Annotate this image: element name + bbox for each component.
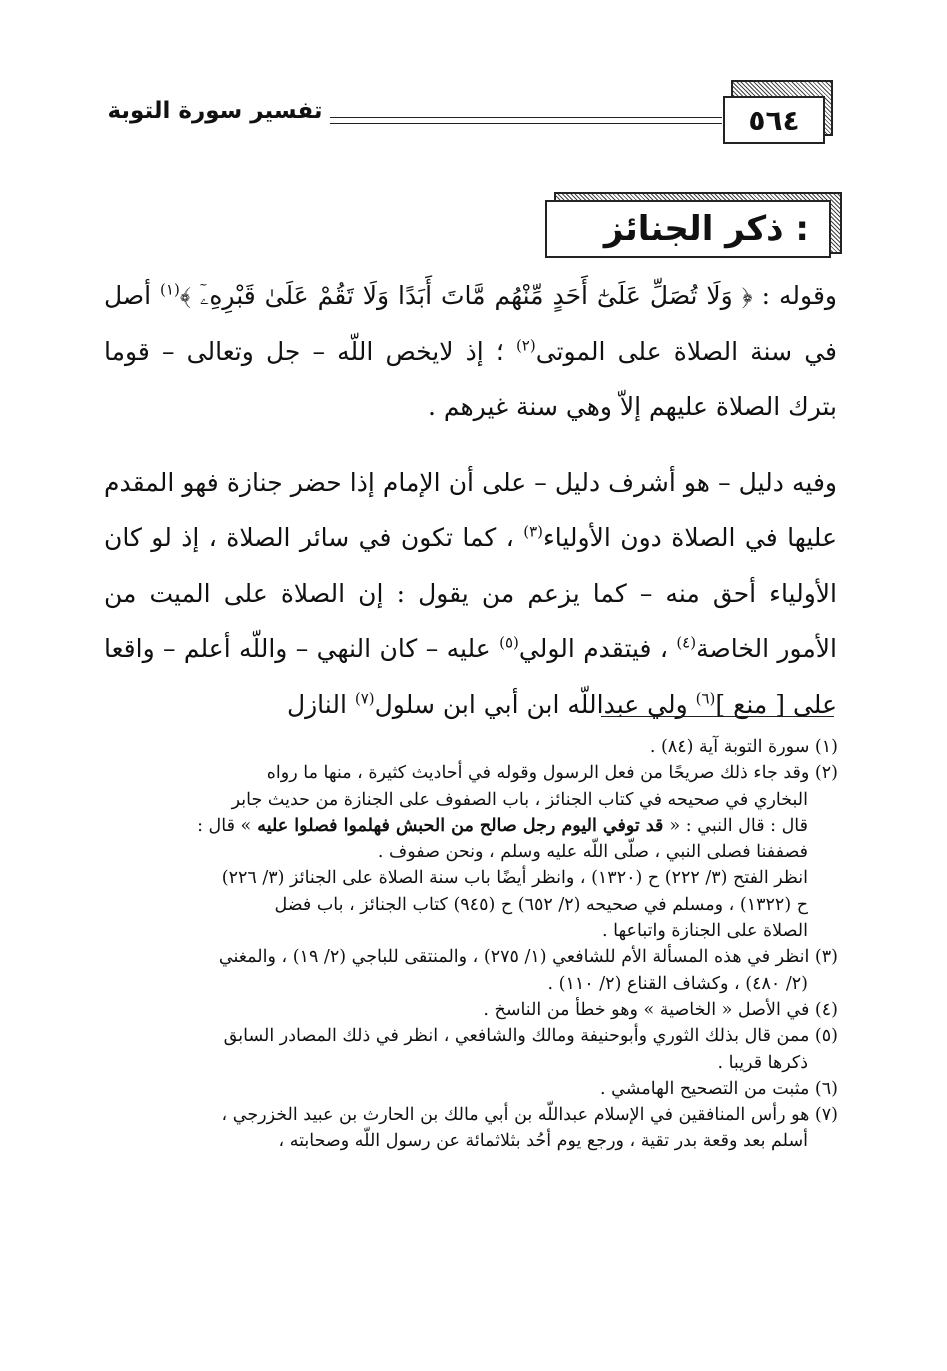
header-rule (330, 123, 722, 124)
footnote-text: » قال : (197, 815, 252, 836)
running-title: تفسير سورة التوبة (107, 98, 323, 124)
footnote-text: (٢) وقد جاء ذلك صريحًا من فعل الرسول وقوله في أحاديث كثيرة ، منها ما رواه (266, 763, 838, 784)
footnote-continuation: البخاري في صحيحه في كتاب الجنائز ، باب الصفوف على الجنازة من حديث جابر (231, 789, 808, 810)
footnote-ref: (٦) (695, 689, 716, 708)
paragraph (104, 455, 837, 733)
footnote (98, 1023, 838, 1076)
footnote-continuation: أسلم بعد وقعة بدر تقية ، ورجع يوم أحُد بثلاثمائة عن رسول اللّه وصحابته ، (278, 1131, 808, 1152)
footnote (98, 1076, 838, 1102)
text-run: وفيه دليل – هو أشرف دليل – على أن الإمام إذا حضر جنازة فهو المقدم عليها في الصلاة دون الأولياء (104, 467, 838, 552)
footnote (98, 760, 838, 944)
text-run: ولي عبداللّه ابن أبي ابن سلول (374, 689, 696, 719)
text-run: أصل في سنة الصلاة على الموتى (104, 281, 837, 366)
footnote (98, 734, 838, 760)
text-run: ، كما تكون في سائر الصلاة ، إذ لو كان الأولياء أحق منه – كما يزعم من يقول : إن الصلاة على الميت من الأمور الخاصة (104, 523, 838, 663)
footnote-continuation (98, 813, 838, 839)
page-number: ٥٦٤ (723, 96, 825, 144)
footnote-text: (٥) ممن قال بذلك الثوري وأبوحنيفة ومالك والشافعي ، انظر في ذلك المصادر السابق (223, 1026, 838, 1047)
text-run: ؛ إذ لايخص اللّه – جل وتعالى – قوما بترك الصلاة عليهم إلاّ وهي سنة غيرهم . (104, 336, 837, 421)
footnote-ref: (٥) (499, 633, 519, 652)
text-run: وقوله : ﴿ وَلَا تُصَلِّ عَلَىٰٓ أَحَدٍ مِّنْهُم مَّاتَ أَبَدًا وَلَا تَقُمْ عَلَىٰ قَبْرِهِۦٓ ﴾ (179, 281, 837, 310)
hadith-quote: قد توفي اليوم رجل صالح من الحبش فهلموا فصلوا عليه (251, 815, 670, 836)
footnote-continuation: فصففنا فصلى النبي ، صلّى اللّه عليه وسلم ، ونحن صفوف . (377, 842, 808, 863)
footnote (98, 1102, 838, 1155)
footnote-ref: (٢) (515, 336, 536, 355)
section-heading: ذكر الجنائز : (545, 200, 831, 258)
footnote-ref: (٣) (523, 522, 544, 541)
footnote-continuation: الصلاة على الجنازة واتباعها . (602, 921, 808, 942)
footnote-ref: (٧) (354, 689, 375, 708)
footnote-continuation: ح (١٣٢٢) ، ومسلم في صحيحه (٢/ ٦٥٢) ح (٩٤٥) كتاب الجنائز ، باب فضل (274, 894, 808, 915)
header-rule (330, 117, 722, 118)
footnote-text: (٣) انظر في هذه المسألة الأم للشافعي (١/ ٢٧٥) ، والمنتقى للباجي (٢/ ١٩) ، والمغني (218, 947, 838, 968)
footnote-continuation: (٢/ ٤٨٠) ، وكشاف القناع (٢/ ١١٠) . (547, 973, 808, 994)
body-text (104, 268, 837, 732)
footnote-ref: (٤) (676, 633, 697, 652)
footnote (98, 944, 838, 997)
footnote-rule (601, 716, 834, 717)
text-run: عليه – كان النهي – واللّه أعلم – واقعا على [ منع ] (104, 634, 837, 719)
footnote-ref: (١) (160, 280, 180, 299)
footnote-text: (١) سورة التوبة آية (٨٤) . (649, 737, 838, 757)
paragraph (104, 268, 837, 435)
footnote-text: (٧) هو رأس المنافقين في الإسلام عبداللّه بن أبي مالك بن الحارث بن عبيد الخزرجي ، (221, 1105, 838, 1126)
text-run: النازل (286, 689, 355, 719)
footnote-text: قال : قال النبي : « (669, 815, 808, 836)
footnote (98, 997, 838, 1023)
footnote-continuation: انظر الفتح (٣/ ٢٢٢) ح (١٣٢٠) ، وانظر أيضًا باب سنة الصلاة على الجنائز (٣/ ٢٢٦) (221, 868, 808, 889)
footnote-text: (٦) مثبت من التصحيح الهامشي . (600, 1078, 838, 1099)
footnote-text: (٤) في الأصل « الخاصية » وهو خطأ من الناسخ . (483, 999, 838, 1020)
footnote-continuation: ذكرها قريبا . (717, 1052, 808, 1073)
footnotes (98, 734, 838, 1155)
text-run: ، فيتقدم الولي (518, 634, 677, 663)
